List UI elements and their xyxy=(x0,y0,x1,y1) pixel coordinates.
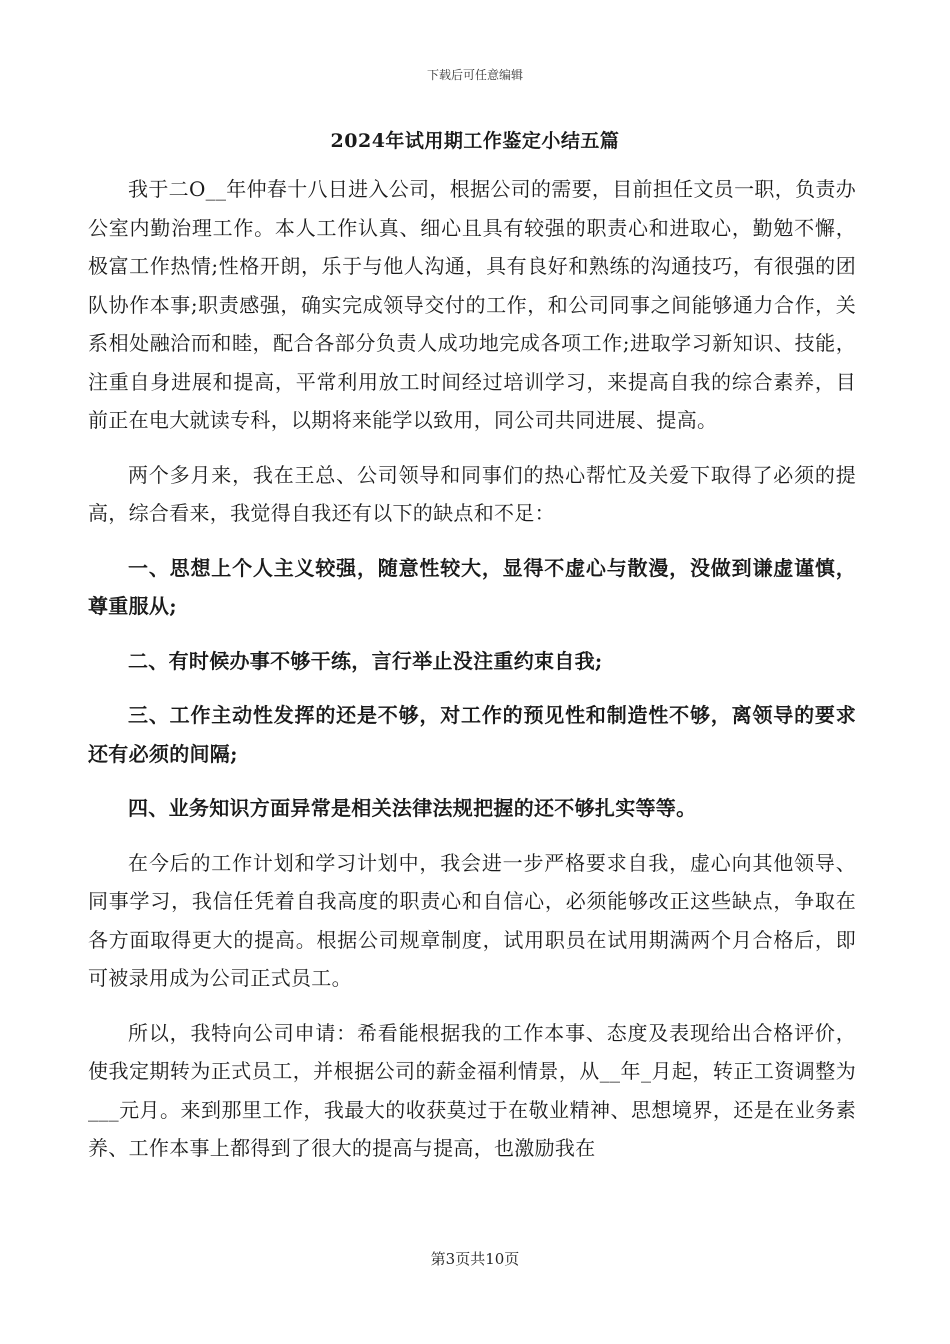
paragraph-plan: 在今后的工作计划和学习计划中，我会进一步严格要求自我，虚心向其他领导、同事学习，我信任凭着自我高度的职责心和自信心，必须能够改正这些缺点，争取在各方面取得更大的提高。根据公司规章制度，试用职员在试用期满两个月合格后，即可被录用成为公司正式员工。 xyxy=(88,850,856,990)
shortcoming-item-1: 一、思想上个人主义较强，随意性较大，显得不虚心与散漫，没做到谦虚谨慎，尊重服从; xyxy=(88,555,856,618)
shortcoming-item-4: 四、业务知识方面异常是相关法律法规把握的还不够扎实等等。 xyxy=(128,796,697,820)
paragraph-summary: 两个多月来，我在王总、公司领导和同事们的热心帮忙及关爱下取得了必须的提高，综合看来，我觉得自我还有以下的缺点和不足： xyxy=(88,462,856,525)
paragraph-application: 所以，我特向公司申请：希看能根据我的工作本事、态度及表现给出合格评价，使我定期转为正式员工，并根据公司的薪金福利情景，从__年_月起，转正工资调整为___元月。来到那里工作，我最大的收获莫过于在敬业精神、思想境界，还是在业务素养、工作本事上都得到了很大的提高与提高，也激励我在 xyxy=(88,1020,856,1160)
document-body xyxy=(88,170,856,1168)
paragraph-intro: 我于二O__年仲春十八日进入公司，根据公司的需要，目前担任文员一职，负责办公室内勤治理工作。本人工作认真、细心且具有较强的职责心和进取心，勤勉不懈，极富工作热情;性格开朗，乐于与他人沟通，具有良好和熟练的沟通技巧，有很强的团队协作本事;职责感强，确实完成领导交付的工作，和公司同事之间能够通力合作，关系相处融洽而和睦，配合各部分负责人成功地完成各项工作;进取学习新知识、技能，注重自身进展和提高，平常利用放工时间经过培训学习，来提高自我的综合素养，目前正在电大就读专科，以期将来能学以致用，同公司共同进展、提高。 xyxy=(88,177,856,432)
document-title: 2024年试用期工作鉴定小结五篇 xyxy=(330,130,620,152)
page-indicator: 第3页共10页 xyxy=(430,1250,520,1268)
shortcoming-item-2: 二、有时候办事不够干练，言行举止没注重约束自我; xyxy=(128,648,603,673)
header-note: 下载后可任意编辑 xyxy=(426,68,523,82)
shortcoming-item-3: 三、工作主动性发挥的还是不够，对工作的预见性和制造性不够，离领导的要求还有必须的间隔; xyxy=(88,703,856,766)
